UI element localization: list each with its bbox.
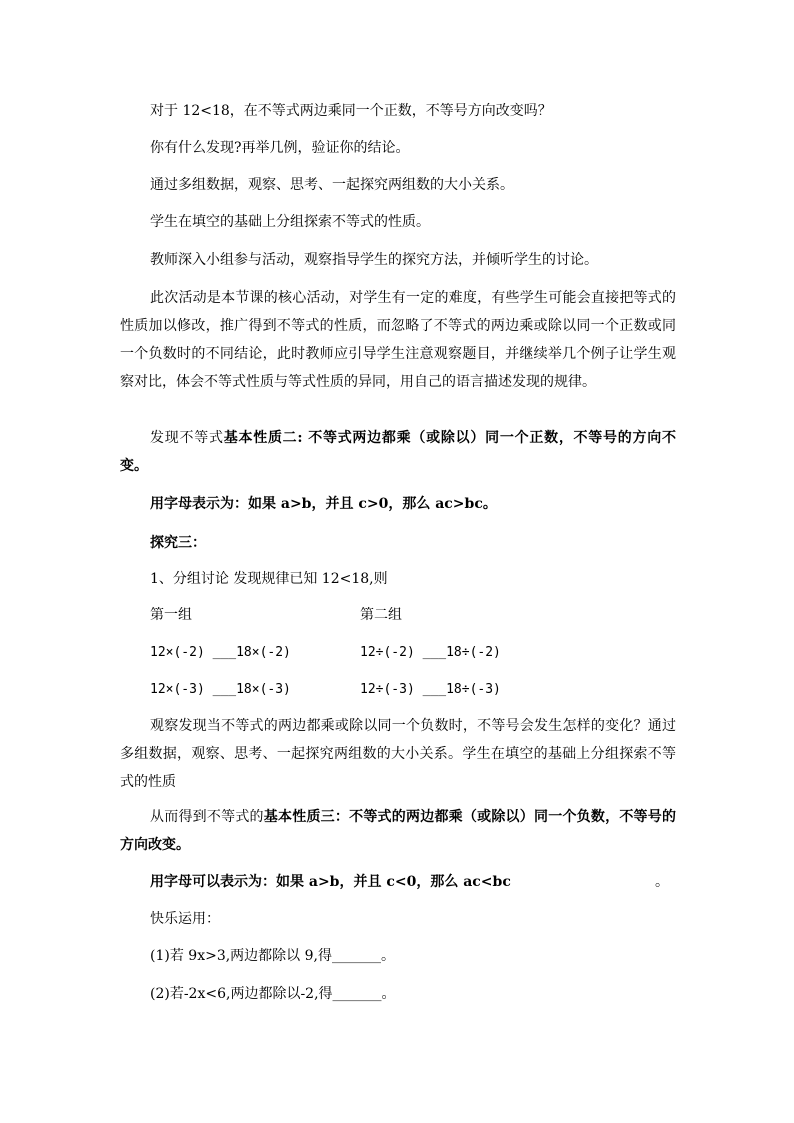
text-line-3: 通过多组数据，观察、思考、一起探究两组数的大小关系。	[150, 177, 514, 193]
property-three-prefix: 从而得到不等式的	[150, 809, 264, 825]
question-1: 对于 12<18，在不等式两边乘同一个正数，不等号方向改变吗？	[150, 103, 552, 119]
property-three-text: 基本性质三：不等式的两边都乘（或除以）同一个负数，不等号的方向改变。	[120, 809, 677, 853]
property-two-prefix: 发现不等式	[150, 430, 224, 446]
text-line-4: 学生在填空的基础上分组探索不等式的性质。	[150, 214, 430, 230]
paragraph-activity: 此次活动是本节课的核心活动，对学生有一定的难度，有些学生可能会直接把等式的性质加以修改，推广得到不等式的性质，而忽略了不等式的两边乘或除以同一个正数或同一个负数时的不同结论，此时教师应引导学生注意观察题目，并继续举几个例子让学生观察对比，体会不等式性质与等式性质的异同，用自己的语言描述发现的规律。	[120, 290, 676, 390]
property-two-text: 基本性质二: 不等式两边都乘（或除以）同一个正数，不等号的方向不变。	[120, 430, 677, 474]
property-two	[120, 424, 676, 480]
property-three	[120, 803, 676, 859]
exercise-2: (2)若-2x<6,两边都除以-2,得_______。	[150, 986, 396, 1002]
explore-three-heading: 探究三：	[150, 535, 206, 551]
formula-three-end: 。	[655, 874, 669, 890]
question-2: 你有什么发现?再举几例，验证你的结论。	[150, 140, 410, 156]
formula-three: 用字母可以表示为：如果 a>b，并且 c<0，那么 ac<bc	[150, 874, 511, 890]
group-2-title: 第二组	[360, 607, 402, 623]
group-1-row-2: 12×(-3) ___18×(-3)	[150, 682, 291, 697]
text-line-5: 教师深入小组参与活动，观察指导学生的探究方法，并倾听学生的讨论。	[150, 252, 598, 268]
formula-two: 用字母表示为：如果 a>b，并且 c>0，那么 ac>bc。	[150, 496, 497, 512]
group-1-row-1: 12×(-2) ___18×(-2)	[150, 645, 291, 660]
happy-practice-heading: 快乐运用：	[150, 911, 220, 927]
group-1-title: 第一组	[150, 607, 192, 623]
task-1: 1、分组讨论 发现规律已知 12<18,则	[150, 571, 388, 587]
group-2-row-2: 12÷(-3) ___18÷(-3)	[360, 682, 501, 697]
paragraph-observation: 观察发现当不等式的两边都乘或除以同一个负数时，不等号会发生怎样的变化？通过多组数据，观察、思考、一起探究两组数的大小关系。学生在填空的基础上分组探索不等式的性质	[120, 718, 676, 790]
group-2-row-1: 12÷(-2) ___18÷(-2)	[360, 645, 501, 660]
exercise-1: (1)若 9x>3,两边都除以 9,得_______。	[150, 948, 395, 964]
